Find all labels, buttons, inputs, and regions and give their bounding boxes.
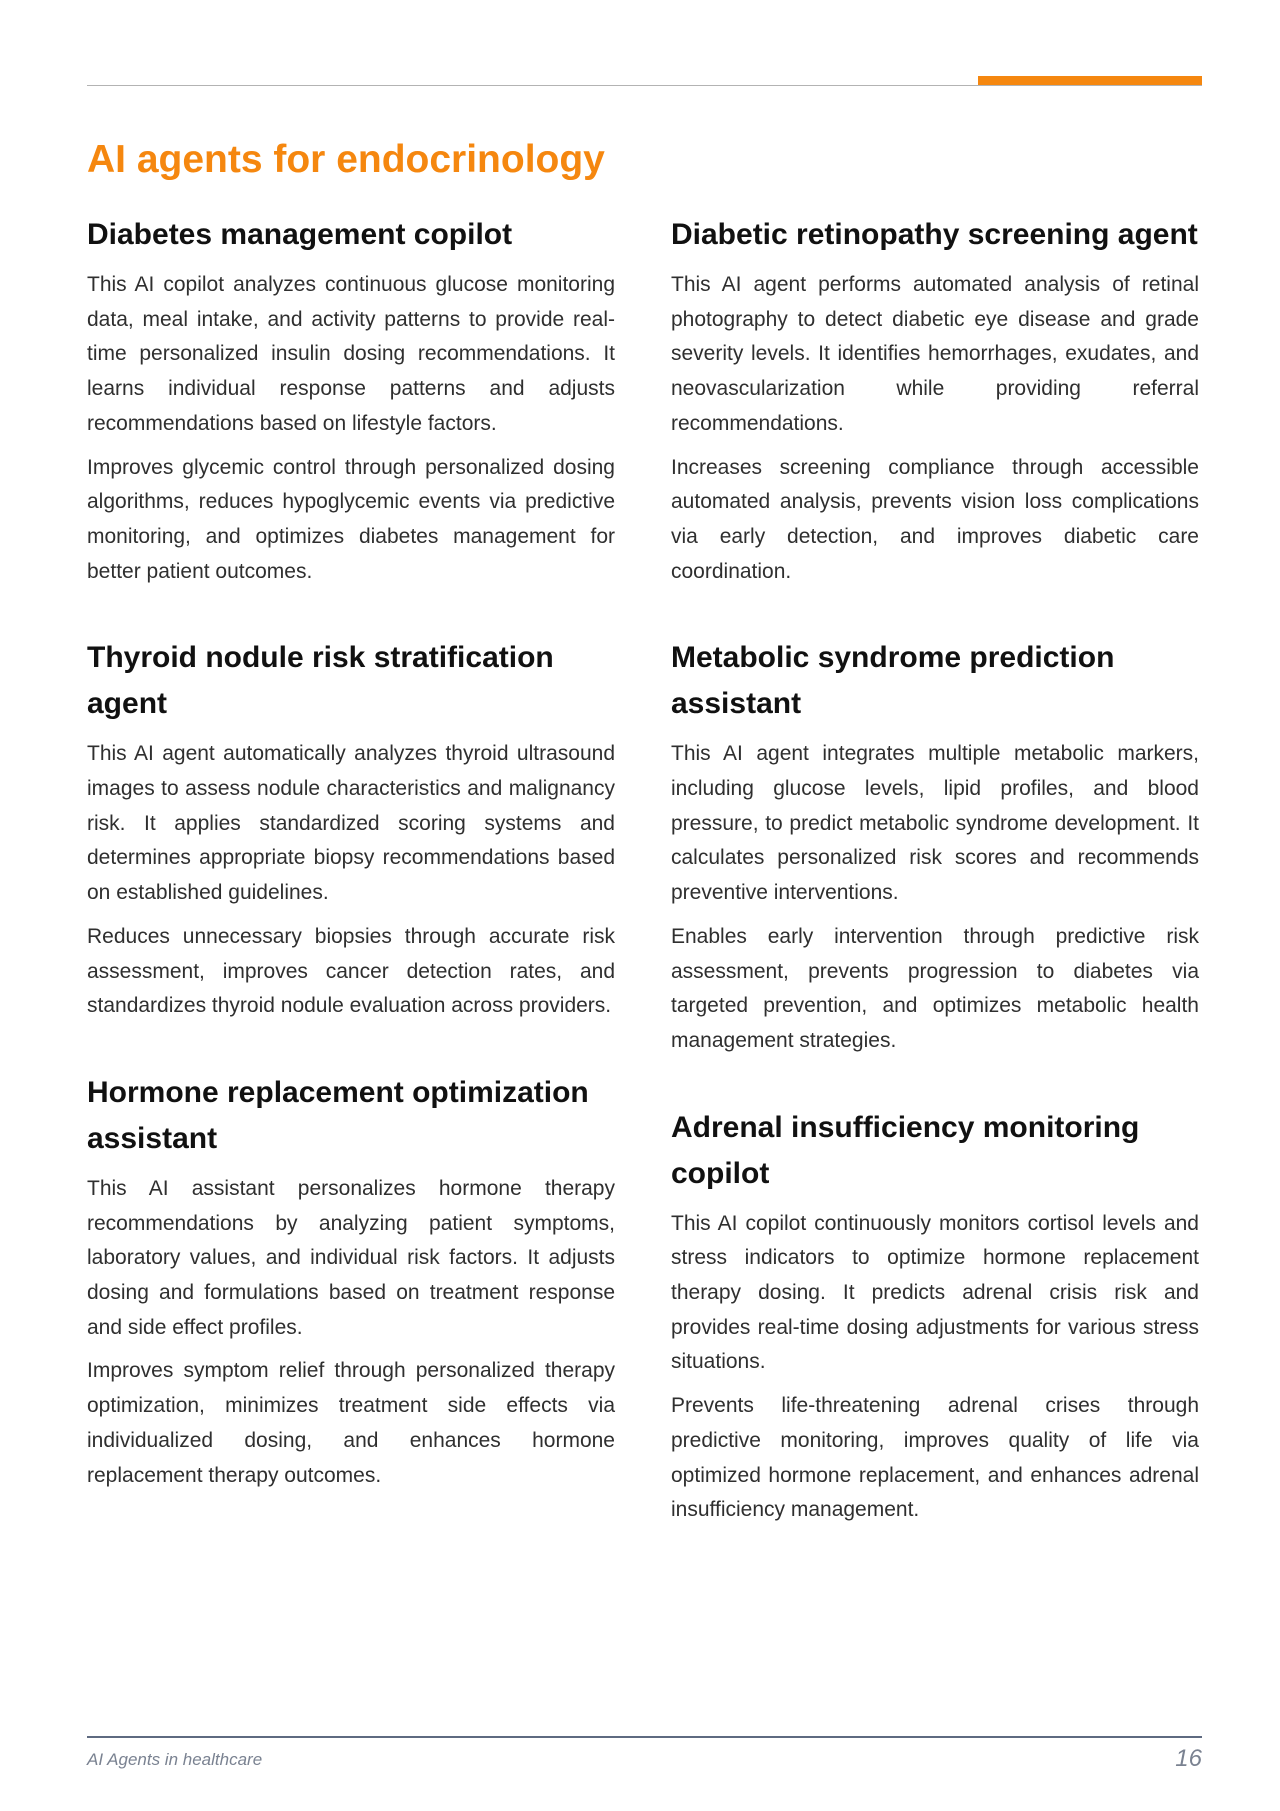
section-description: This AI agent automatically analyzes thyroid ultrasound images to assess nodule characteristics and malignancy risk. It applies standardized scoring systems and determines appropriate biopsy recommendations based on established guidelines. (87, 742, 615, 905)
section-title: Diabetic retinopathy screening agent (671, 218, 1198, 251)
right-column (671, 212, 1199, 1574)
header-divider (87, 85, 1202, 86)
section-hormone-replacement-assistant (87, 1070, 615, 1493)
page-number: 16 (1175, 1745, 1202, 1772)
left-column (87, 212, 615, 1539)
footer-document-title: AI Agents in healthcare (87, 1750, 263, 1769)
section-benefits: Improves glycemic control through personalized dosing algorithms, reduces hypoglycemic events via predictive monitoring, and optimizes diabetes management for better patient outcomes. (87, 455, 615, 583)
section-description: This AI copilot analyzes continuous glucose monitoring data, meal intake, and activity patterns to provide real-time personalized insulin dosing recommendations. It learns individual response patterns and adjusts recommendations based on lifestyle factors. (87, 273, 615, 435)
section-title: Thyroid nodule risk stratification agent (87, 641, 554, 721)
section-diabetes-management-copilot (87, 212, 615, 589)
section-title: Adrenal insufficiency monitoring copilot (671, 1110, 1140, 1190)
section-benefits: Prevents life-threatening adrenal crises through predictive monitoring, improves quality of life via optimized hormone replacement, and enhances adrenal insufficiency management. (671, 1394, 1199, 1522)
section-title: Diabetes management copilot (87, 218, 513, 251)
section-description: This AI agent performs automated analysis of retinal photography to detect diabetic eye disease and grade severity levels. It identifies hemorrhages, exudates, and neovascularization while providing referral recommendations. (671, 273, 1199, 435)
section-benefits: Improves symptom relief through personalized therapy optimization, minimizes treatment side effects via individualized dosing, and enhances hormone replacement therapy outcomes. (87, 1359, 615, 1487)
section-diabetic-retinopathy-agent (671, 212, 1199, 589)
page-title: AI agents for endocrinology (87, 138, 605, 181)
section-description: This AI assistant personalizes hormone therapy recommendations by analyzing patient symptoms, laboratory values, and individual risk factors. It adjusts dosing and formulations based on treatment response and side effect profiles. (87, 1176, 615, 1339)
footer-divider (87, 1736, 1202, 1738)
header-accent-bar (978, 76, 1202, 85)
section-title: Metabolic syndrome prediction assistant (671, 641, 1115, 721)
section-benefits: Reduces unnecessary biopsies through accurate risk assessment, improves cancer detection rates, and standardizes thyroid nodule evaluation across providers. (87, 924, 615, 1018)
section-adrenal-insufficiency-copilot (671, 1105, 1199, 1528)
section-benefits: Increases screening compliance through accessible automated analysis, prevents vision loss complications via early detection, and improves diabetic care coordination. (671, 455, 1199, 583)
section-description: This AI copilot continuously monitors cortisol levels and stress indicators to optimize hormone replacement therapy dosing. It predicts adrenal crisis risk and provides real-time dosing adjustments for various stress situations. (671, 1211, 1199, 1374)
section-benefits: Enables early intervention through predictive risk assessment, prevents progression to diabetes via targeted prevention, and optimizes metabolic health management strategies. (671, 924, 1199, 1052)
section-title: Hormone replacement optimization assistant (87, 1075, 589, 1155)
section-thyroid-nodule-agent (87, 635, 615, 1024)
section-description: This AI agent integrates multiple metabolic markers, including glucose levels, lipid profiles, and blood pressure, to predict metabolic syndrome development. It calculates personalized risk scores and recommends preventive interventions. (671, 742, 1199, 905)
section-metabolic-syndrome-assistant (671, 635, 1199, 1058)
